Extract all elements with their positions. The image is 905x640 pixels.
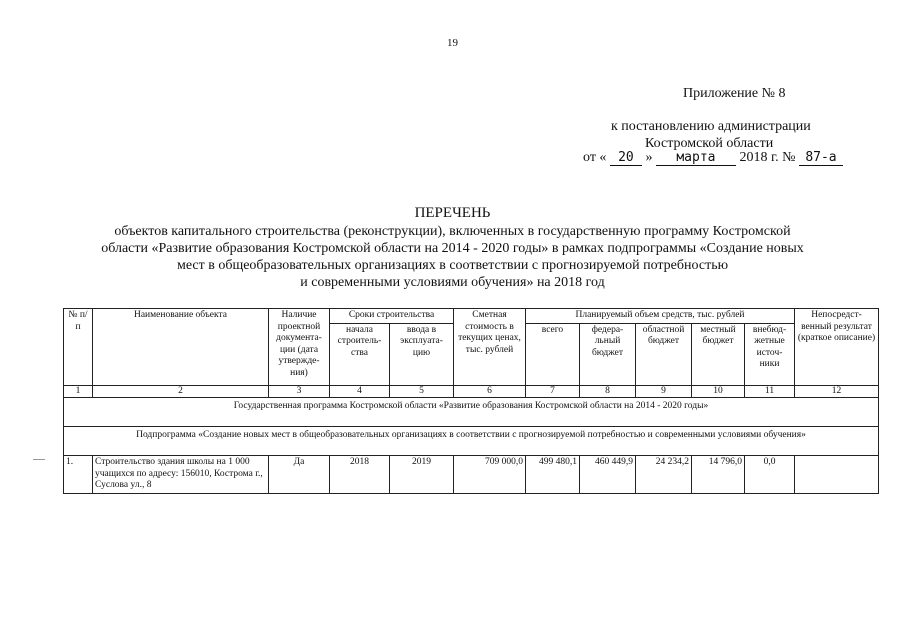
row-federal: 460 449,9 [580, 456, 636, 494]
column-number: 11 [745, 385, 795, 398]
title-heading: ПЕРЕЧЕНЬ [414, 205, 491, 221]
title-line: объектов капитального строительства (реконструкции), включенных в государственную программу Костромской [114, 224, 791, 239]
col-header-total: всего [526, 323, 580, 385]
date-prefix: от « [583, 150, 607, 165]
header-row [64, 309, 879, 324]
subprogram-title: Подпрограмма «Создание новых мест в общеобразовательных организациях в соответствии с прогнозируемой потребностью и современными условиями обучения» [64, 427, 879, 456]
col-header-regional: областной бюджет [636, 323, 692, 385]
column-number: 8 [580, 385, 636, 398]
program-title: Государственная программа Костромской области «Развитие образования Костромской области на 2014 - 2020 годы» [64, 398, 879, 427]
row-commission: 2019 [390, 456, 454, 494]
document-title [40, 205, 865, 291]
column-number: 6 [454, 385, 526, 398]
col-header-federal: федера-льный бюджет [580, 323, 636, 385]
col-header-terms: Сроки строительства [330, 309, 454, 324]
column-number: 4 [330, 385, 390, 398]
row-result [795, 456, 879, 494]
title-line: и современными условиями обучения» на 2018 год [300, 275, 605, 290]
column-number: 2 [93, 385, 269, 398]
col-header-docs: Наличие проектной документа-ции (дата утвержде-ния) [269, 309, 330, 386]
col-header-commission: ввода в эксплуата-цию [390, 323, 454, 385]
col-header-start: начала строитель-ства [330, 323, 390, 385]
subprogram-row [64, 427, 879, 456]
col-header-cost: Сметная стоимость в текущих ценах, тыс. рублей [454, 309, 526, 386]
col-header-result: Непосредст-венный результат (краткое описание) [795, 309, 879, 386]
column-number: 1 [64, 385, 93, 398]
col-header-offbudget: внебюд-жетные источ-ники [745, 323, 795, 385]
title-line: мест в общеобразовательных организациях в соответствии с прогнозируемой потребностью [176, 258, 729, 273]
decree-line-2: Костромской области [645, 136, 774, 151]
appendix-label: Приложение № 8 [683, 86, 786, 101]
row-docs: Да [269, 456, 330, 494]
title-line: области «Развитие образования Костромской области на 2014 - 2020 годы» в рамках подпрограммы «Создание новых [101, 241, 804, 256]
column-number: 12 [795, 385, 879, 398]
row-name: Строительство здания школы на 1 000 учащихся по адресу: 156010, Кострома г., Суслова ул., 8 [93, 456, 269, 494]
decree-number: 87-а [799, 150, 843, 166]
row-total: 499 480,1 [526, 456, 580, 494]
column-number: 10 [692, 385, 745, 398]
page-number: 19 [447, 37, 458, 49]
column-number: 9 [636, 385, 692, 398]
column-number: 3 [269, 385, 330, 398]
col-header-planned: Планируемый объем средств, тыс. рублей [526, 309, 795, 324]
column-number-row [64, 385, 879, 398]
row-offbudget: 0,0 [745, 456, 795, 494]
column-number: 7 [526, 385, 580, 398]
date-mid: » [645, 150, 653, 165]
row-num: 1. [64, 456, 93, 494]
decree-line-1: к постановлению администрации [611, 119, 811, 134]
date-day: 20 [610, 150, 642, 166]
date-month: марта [656, 150, 736, 166]
date-year: 2018 г. № [739, 150, 796, 165]
row-start: 2018 [330, 456, 390, 494]
col-header-num: № п/п [64, 309, 93, 386]
row-cost: 709 000,0 [454, 456, 526, 494]
margin-mark [33, 459, 45, 460]
row-regional: 24 234,2 [636, 456, 692, 494]
column-number: 5 [390, 385, 454, 398]
decree-date-line [583, 150, 843, 166]
program-row [64, 398, 879, 427]
table-row [64, 456, 879, 494]
col-header-name: Наименование объекта [93, 309, 269, 386]
row-local: 14 796,0 [692, 456, 745, 494]
objects-table [63, 308, 879, 494]
col-header-local: местный бюджет [692, 323, 745, 385]
